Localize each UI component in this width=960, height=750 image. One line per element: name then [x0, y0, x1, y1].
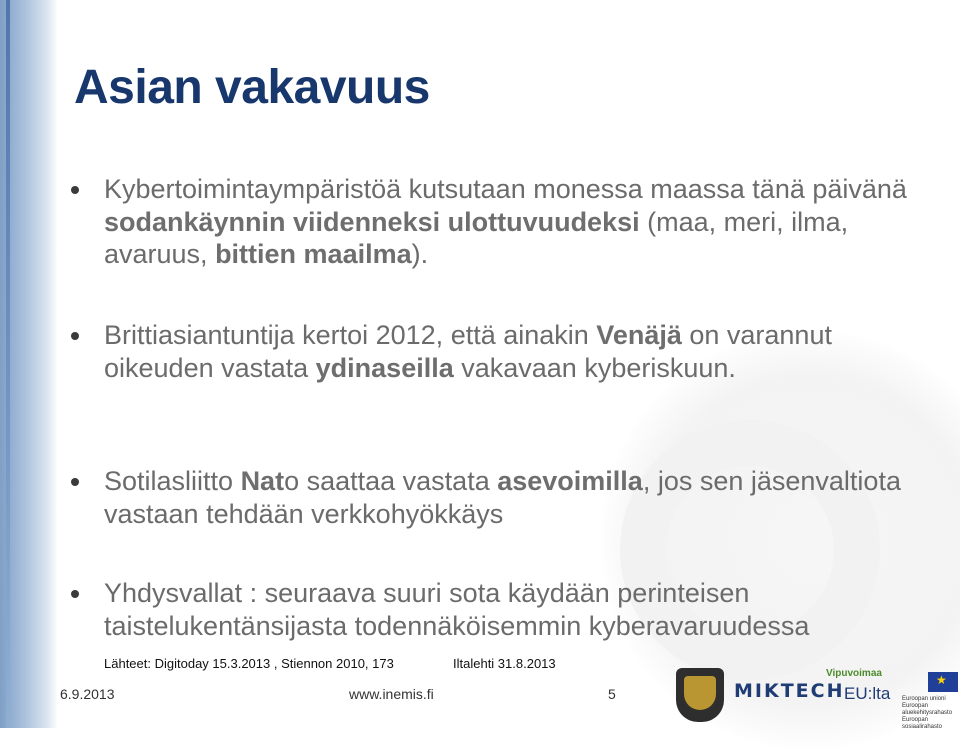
- eu-lta-logo-text: EU:lta: [844, 684, 891, 703]
- bullet-item: [104, 319, 924, 384]
- bullet-text: Yhdysvallat : seuraava suuri sota käydään perinteisen taistelukentänsijasta todennäköisemmin kyberavaruudessa: [104, 578, 810, 641]
- bullet-text: on varannut oikeuden vastata: [104, 320, 832, 383]
- bullet-text: Brittiasiantuntija kertoi 2012, että ainakin: [104, 320, 597, 350]
- bullet-text: Kybertoimintaympäristöä kutsutaan monessa maassa tänä päivänä: [104, 174, 907, 204]
- bullet-item: [104, 173, 924, 271]
- bullet-text: vakavaan kyberiskuun.: [453, 352, 736, 383]
- shield-logo-icon: [676, 668, 724, 722]
- eu-flag-logo: [902, 672, 958, 730]
- vipuvoimaa-logo-text: Vipuvoimaa: [826, 668, 882, 679]
- bullet-emphasis: Venäjä: [596, 320, 682, 350]
- bullet-item: [104, 465, 924, 530]
- footer-url: www.inemis.fi: [349, 686, 434, 702]
- bullet-dot-icon: [71, 478, 79, 486]
- bullet-dot-icon: [71, 186, 79, 194]
- bullet-text: (maa, meri, ilma, avaruus,: [104, 206, 849, 269]
- page-number: 5: [608, 686, 616, 702]
- bullet-text: , jos sen jäsenvaltiota vastaan tehdään verkkohyökkäys: [104, 466, 901, 529]
- left-accent-bar: [0, 0, 58, 728]
- miktech-logo: MIKTECH: [734, 680, 845, 702]
- bullet-text: Sotilasliitto: [104, 466, 241, 496]
- bullet-text: ).: [411, 239, 429, 269]
- bullet-emphasis: asevoimilla: [497, 466, 643, 496]
- bullet-text: o saattaa vastata: [284, 466, 498, 496]
- bullet-emphasis: sodankäynnin viidenneksi ulottuvuudeksi: [104, 206, 640, 237]
- bullet-dot-icon: [71, 332, 79, 340]
- bullet-dot-icon: [71, 590, 79, 598]
- vipuvoimaa-logo: [826, 668, 896, 718]
- bullet-emphasis: bittien maailma: [215, 239, 412, 269]
- sources-text-secondary: Iltalehti 31.8.2013: [453, 656, 556, 671]
- slide-title: Asian vakavuus: [74, 61, 430, 114]
- footer-date: 6.9.2013: [60, 686, 115, 702]
- eu-flag-icon: [928, 672, 958, 692]
- eu-logo-text: Euroopan unioni Euroopan aluekehitysrahasto Euroopan sosiaalirahasto: [902, 696, 953, 730]
- sources-text: Lähteet: Digitoday 15.3.2013 , Stiennon 2010, 173: [104, 656, 394, 671]
- sources-line: [104, 656, 556, 671]
- bullet-emphasis: Nat: [240, 466, 285, 496]
- bullet-emphasis: ydinaseilla: [315, 352, 454, 383]
- bullet-item: [104, 577, 934, 642]
